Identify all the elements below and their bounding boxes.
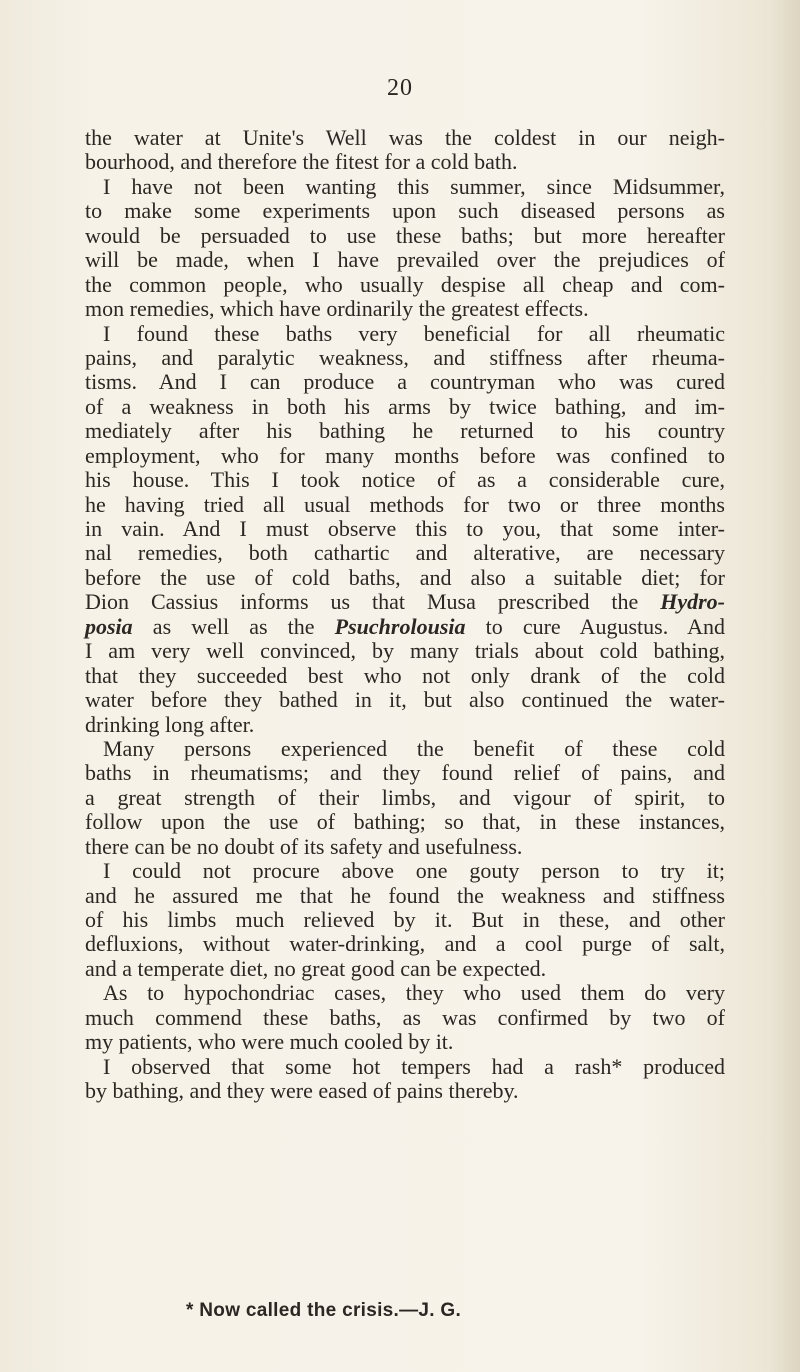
text-line: nal remedies, both cathartic and alterative, are necessary	[85, 540, 725, 566]
text-line: bourhood, and therefore the fitest for a cold bath.	[85, 149, 518, 175]
text-line: I have not been wanting this summer, since Midsummer,	[103, 173, 725, 199]
text-line: to make some experiments upon such diseased persons as	[85, 198, 725, 224]
text-line: defluxions, without water-drinking, and a cool purge of salt,	[85, 931, 725, 957]
text-line: I could not procure above one gouty person to try it;	[103, 858, 725, 884]
text-line: water before they bathed in it, but also continued the water-	[85, 687, 725, 713]
page-number: 20	[387, 75, 413, 101]
text-line: tisms. And I can produce a countryman who was cured	[85, 369, 725, 395]
text-line: before the use of cold baths, and also a suitable diet; for	[85, 564, 725, 590]
text-line: employment, who for many months before was confined to	[85, 442, 725, 468]
text-line: in vain. And I must observe this to you, that some inter-	[85, 516, 725, 541]
text-line-mixed	[85, 615, 725, 639]
text-line: my patients, who were much cooled by it.	[85, 1029, 454, 1055]
italic-term-hydroposia: Hydro-	[660, 589, 725, 615]
text-line: and a temperate diet, no great good can be expected.	[85, 955, 547, 981]
text-line: I am very well convinced, by many trials about cold bathing,	[85, 638, 725, 664]
text-line: I observed that some hot tempers had a rash* produced	[103, 1053, 725, 1079]
text-line: and he assured me that he found the weakness and stiffness	[85, 882, 725, 908]
text-line: pains, and paralytic weakness, and stiffness after rheuma-	[85, 344, 725, 370]
text-line: follow upon the use of bathing; so that, in these instances,	[85, 809, 725, 835]
footnote: * Now called the crisis.—J. G.	[186, 1300, 462, 1321]
text-line: of his limbs much relieved by it. But in these, and other	[85, 907, 725, 932]
text-line: the water at Unite's Well was the coldest in our neigh-	[85, 125, 725, 150]
text-segment: to cure Augustus. And	[465, 613, 726, 639]
text-line: baths in rheumatisms; and they found relief of pains, and	[85, 760, 725, 786]
italic-term-psuchrolousia: Psuchrolousia	[334, 613, 466, 639]
text-line: mon remedies, which have ordinarily the greatest effects.	[85, 296, 589, 322]
text-line: a great strength of their limbs, and vigour of spirit, to	[85, 784, 725, 810]
text-line: Many persons experienced the benefit of these cold	[103, 735, 725, 761]
text-line: I found these baths very beneficial for all rheumatic	[103, 320, 725, 346]
text-line: his house. This I took notice of as a considerable cure,	[85, 467, 725, 493]
text-line: would be persuaded to use these baths; but more hereafter	[85, 222, 725, 248]
text-segment: as well as the	[132, 613, 335, 639]
text-line: mediately after his bathing he returned to his country	[85, 418, 725, 444]
italic-term-hydroposia-end: posia	[85, 613, 133, 639]
text-line: that they succeeded best who not only drank of the cold	[85, 662, 725, 688]
text-line: drinking long after.	[85, 711, 255, 737]
text-line: the common people, who usually despise all cheap and com-	[85, 271, 725, 297]
text-line: there can be no doubt of its safety and usefulness.	[85, 833, 523, 859]
text-line: by bathing, and they were eased of pains thereby.	[85, 1078, 519, 1104]
body-text	[85, 126, 725, 1104]
text-line: of a weakness in both his arms by twice bathing, and im-	[85, 393, 725, 419]
text-line-mixed	[85, 590, 725, 614]
text-line: As to hypochondriac cases, they who used them do very	[103, 980, 725, 1006]
text-line: will be made, when I have prevailed over the prejudices of	[85, 247, 725, 273]
text-segment: Dion Cassius informs us that Musa prescribed the	[85, 589, 661, 615]
text-line: much commend these baths, as was confirmed by two of	[85, 1004, 725, 1030]
text-line: he having tried all usual methods for two or three months	[85, 491, 725, 517]
